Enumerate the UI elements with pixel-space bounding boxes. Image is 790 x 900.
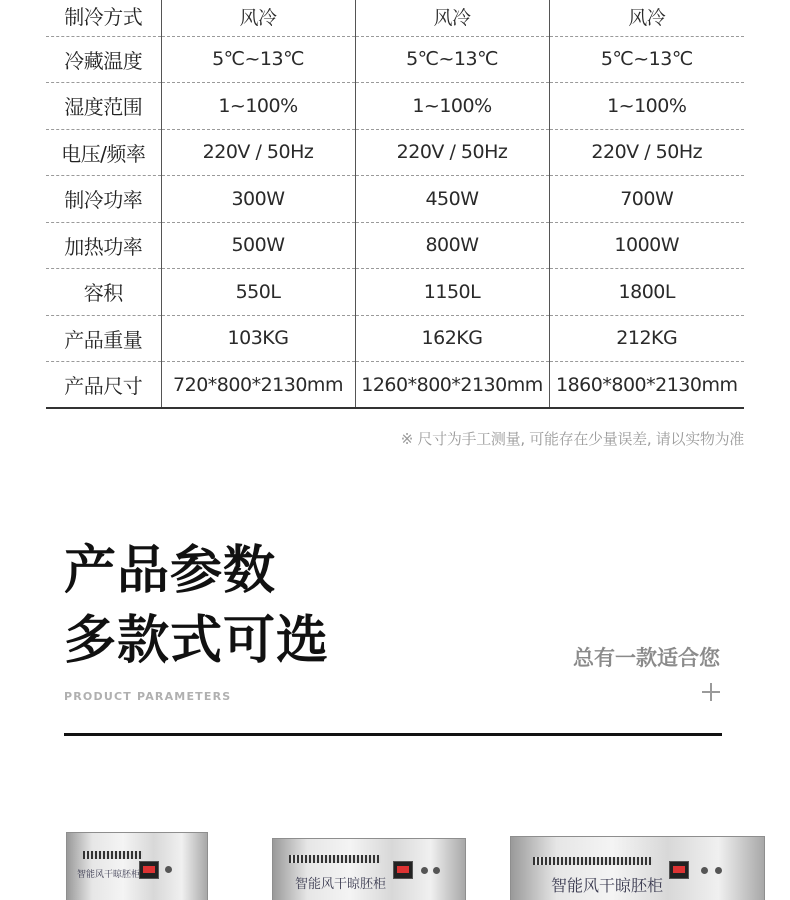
spec-table bbox=[46, 0, 744, 409]
spec-value: 1800L bbox=[549, 269, 744, 316]
spec-value: 220V / 50Hz bbox=[549, 129, 744, 176]
product-image-large bbox=[510, 836, 765, 900]
spec-label: 冷藏温度 bbox=[46, 36, 161, 83]
spec-label: 产品尺寸 bbox=[46, 362, 161, 409]
spec-value: 1~100% bbox=[161, 83, 355, 130]
control-panel-icon bbox=[139, 861, 159, 879]
cabinet-label: 智能风干晾胚柜 bbox=[295, 877, 387, 892]
spec-row bbox=[46, 0, 744, 36]
spec-value: 1860*800*2130mm bbox=[549, 362, 744, 409]
section-title-secondary: 多款式可选 bbox=[64, 611, 330, 671]
spec-row bbox=[46, 36, 744, 83]
spec-label: 产品重量 bbox=[46, 315, 161, 362]
spec-label: 制冷方式 bbox=[46, 0, 161, 36]
spec-value: 800W bbox=[355, 222, 549, 269]
spec-label: 电压/频率 bbox=[46, 129, 161, 176]
cabinet-label: 智能风干晾胚柜 bbox=[551, 876, 664, 895]
spec-value: 5℃~13℃ bbox=[355, 36, 549, 83]
button-icon bbox=[433, 867, 440, 874]
button-icon bbox=[701, 867, 708, 874]
spec-row bbox=[46, 129, 744, 176]
button-icon bbox=[715, 867, 722, 874]
cabinet-vent bbox=[83, 851, 143, 859]
spec-value: 1~100% bbox=[549, 83, 744, 130]
plus-icon bbox=[702, 683, 720, 701]
spec-value: 500W bbox=[161, 222, 355, 269]
button-icon bbox=[165, 866, 172, 873]
spec-label: 加热功率 bbox=[46, 222, 161, 269]
spec-value: 5℃~13℃ bbox=[161, 36, 355, 83]
section-title: 产品参数 bbox=[64, 541, 277, 601]
product-image-small bbox=[66, 832, 208, 900]
spec-value: 风冷 bbox=[161, 0, 355, 36]
spec-value: 5℃~13℃ bbox=[549, 36, 744, 83]
product-image-medium bbox=[272, 838, 466, 900]
section-divider bbox=[64, 733, 722, 736]
spec-value: 220V / 50Hz bbox=[355, 129, 549, 176]
spec-value: 700W bbox=[549, 176, 744, 223]
spec-value: 1000W bbox=[549, 222, 744, 269]
spec-row bbox=[46, 315, 744, 362]
spec-value: 550L bbox=[161, 269, 355, 316]
spec-value: 1~100% bbox=[355, 83, 549, 130]
spec-value: 风冷 bbox=[549, 0, 744, 36]
measurement-note: ※ 尺寸为手工测量, 可能存在少量误差, 请以实物为准 bbox=[400, 430, 744, 448]
control-panel-icon bbox=[393, 861, 413, 879]
section-tagline: 总有一款适合您 bbox=[573, 646, 720, 670]
spec-value: 风冷 bbox=[355, 0, 549, 36]
spec-row bbox=[46, 176, 744, 223]
spec-value: 162KG bbox=[355, 315, 549, 362]
spec-value: 300W bbox=[161, 176, 355, 223]
english-subtitle: PRODUCT PARAMETERS bbox=[64, 690, 232, 703]
spec-value: 450W bbox=[355, 176, 549, 223]
spec-value: 212KG bbox=[549, 315, 744, 362]
spec-value: 1150L bbox=[355, 269, 549, 316]
spec-value: 1260*800*2130mm bbox=[355, 362, 549, 409]
control-panel-icon bbox=[669, 861, 689, 879]
spec-row bbox=[46, 362, 744, 409]
spec-row bbox=[46, 222, 744, 269]
spec-row bbox=[46, 269, 744, 316]
spec-value: 103KG bbox=[161, 315, 355, 362]
spec-row bbox=[46, 83, 744, 130]
cabinet-vent bbox=[289, 855, 381, 863]
spec-label: 湿度范围 bbox=[46, 83, 161, 130]
spec-value: 720*800*2130mm bbox=[161, 362, 355, 409]
cabinet-vent bbox=[533, 857, 653, 865]
cabinet-label: 智能风干晾胚柜 bbox=[77, 870, 141, 880]
spec-label: 制冷功率 bbox=[46, 176, 161, 223]
spec-value: 220V / 50Hz bbox=[161, 129, 355, 176]
spec-label: 容积 bbox=[46, 269, 161, 316]
button-icon bbox=[421, 867, 428, 874]
